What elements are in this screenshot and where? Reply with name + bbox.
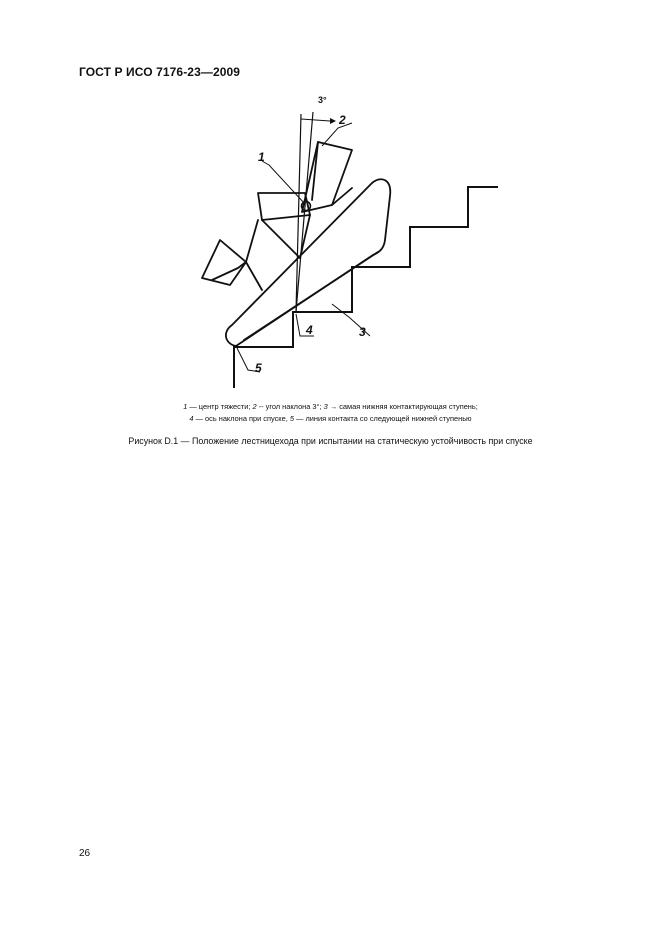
legend-text-1: — центр тяжести; xyxy=(187,402,253,411)
label-5: 5 xyxy=(255,361,262,375)
backrest-edge xyxy=(312,142,318,200)
figure-legend-line-1 xyxy=(0,401,661,413)
leader-2 xyxy=(322,123,352,146)
label-2: 2 xyxy=(339,113,346,127)
document-header: ГОСТ Р ИСО 7176-23—2009 xyxy=(79,65,241,79)
strut-1 xyxy=(246,262,262,290)
legend-text-5: — линия контакта со следующей нижней ступенью xyxy=(293,414,472,423)
legend-number-4: 4 xyxy=(189,414,194,423)
legend-text-2: -- угол наклона 3°; xyxy=(256,402,324,411)
staircase-line xyxy=(234,187,498,388)
legend-number-1: 1 xyxy=(183,402,188,411)
footrest xyxy=(202,240,246,285)
legend-text-3: → самая нижняя контактирующая ступень; xyxy=(327,402,478,411)
label-4: 4 xyxy=(306,323,313,337)
legend-number-3: 3 xyxy=(323,402,328,411)
legend-number-2: 2 xyxy=(252,402,257,411)
figure-legend-line-2 xyxy=(0,413,661,425)
figure-caption: Рисунок D.1 — Положение лестницехода при испытании на статическую устойчивость при спуске xyxy=(128,436,533,446)
angle-arrow xyxy=(301,119,330,121)
legend-text-4: — ось наклона при спуске, xyxy=(193,414,290,423)
leader-1 xyxy=(262,161,305,204)
page-number: 26 xyxy=(79,848,91,859)
label-1: 1 xyxy=(258,150,265,164)
label-3: 3 xyxy=(359,325,366,339)
frame-line-1 xyxy=(262,220,300,258)
label-angle: 3° xyxy=(318,95,327,105)
stair-climber-figure xyxy=(0,0,661,400)
angle-arrowhead xyxy=(330,118,336,124)
legend-number-5: 5 xyxy=(289,414,294,423)
